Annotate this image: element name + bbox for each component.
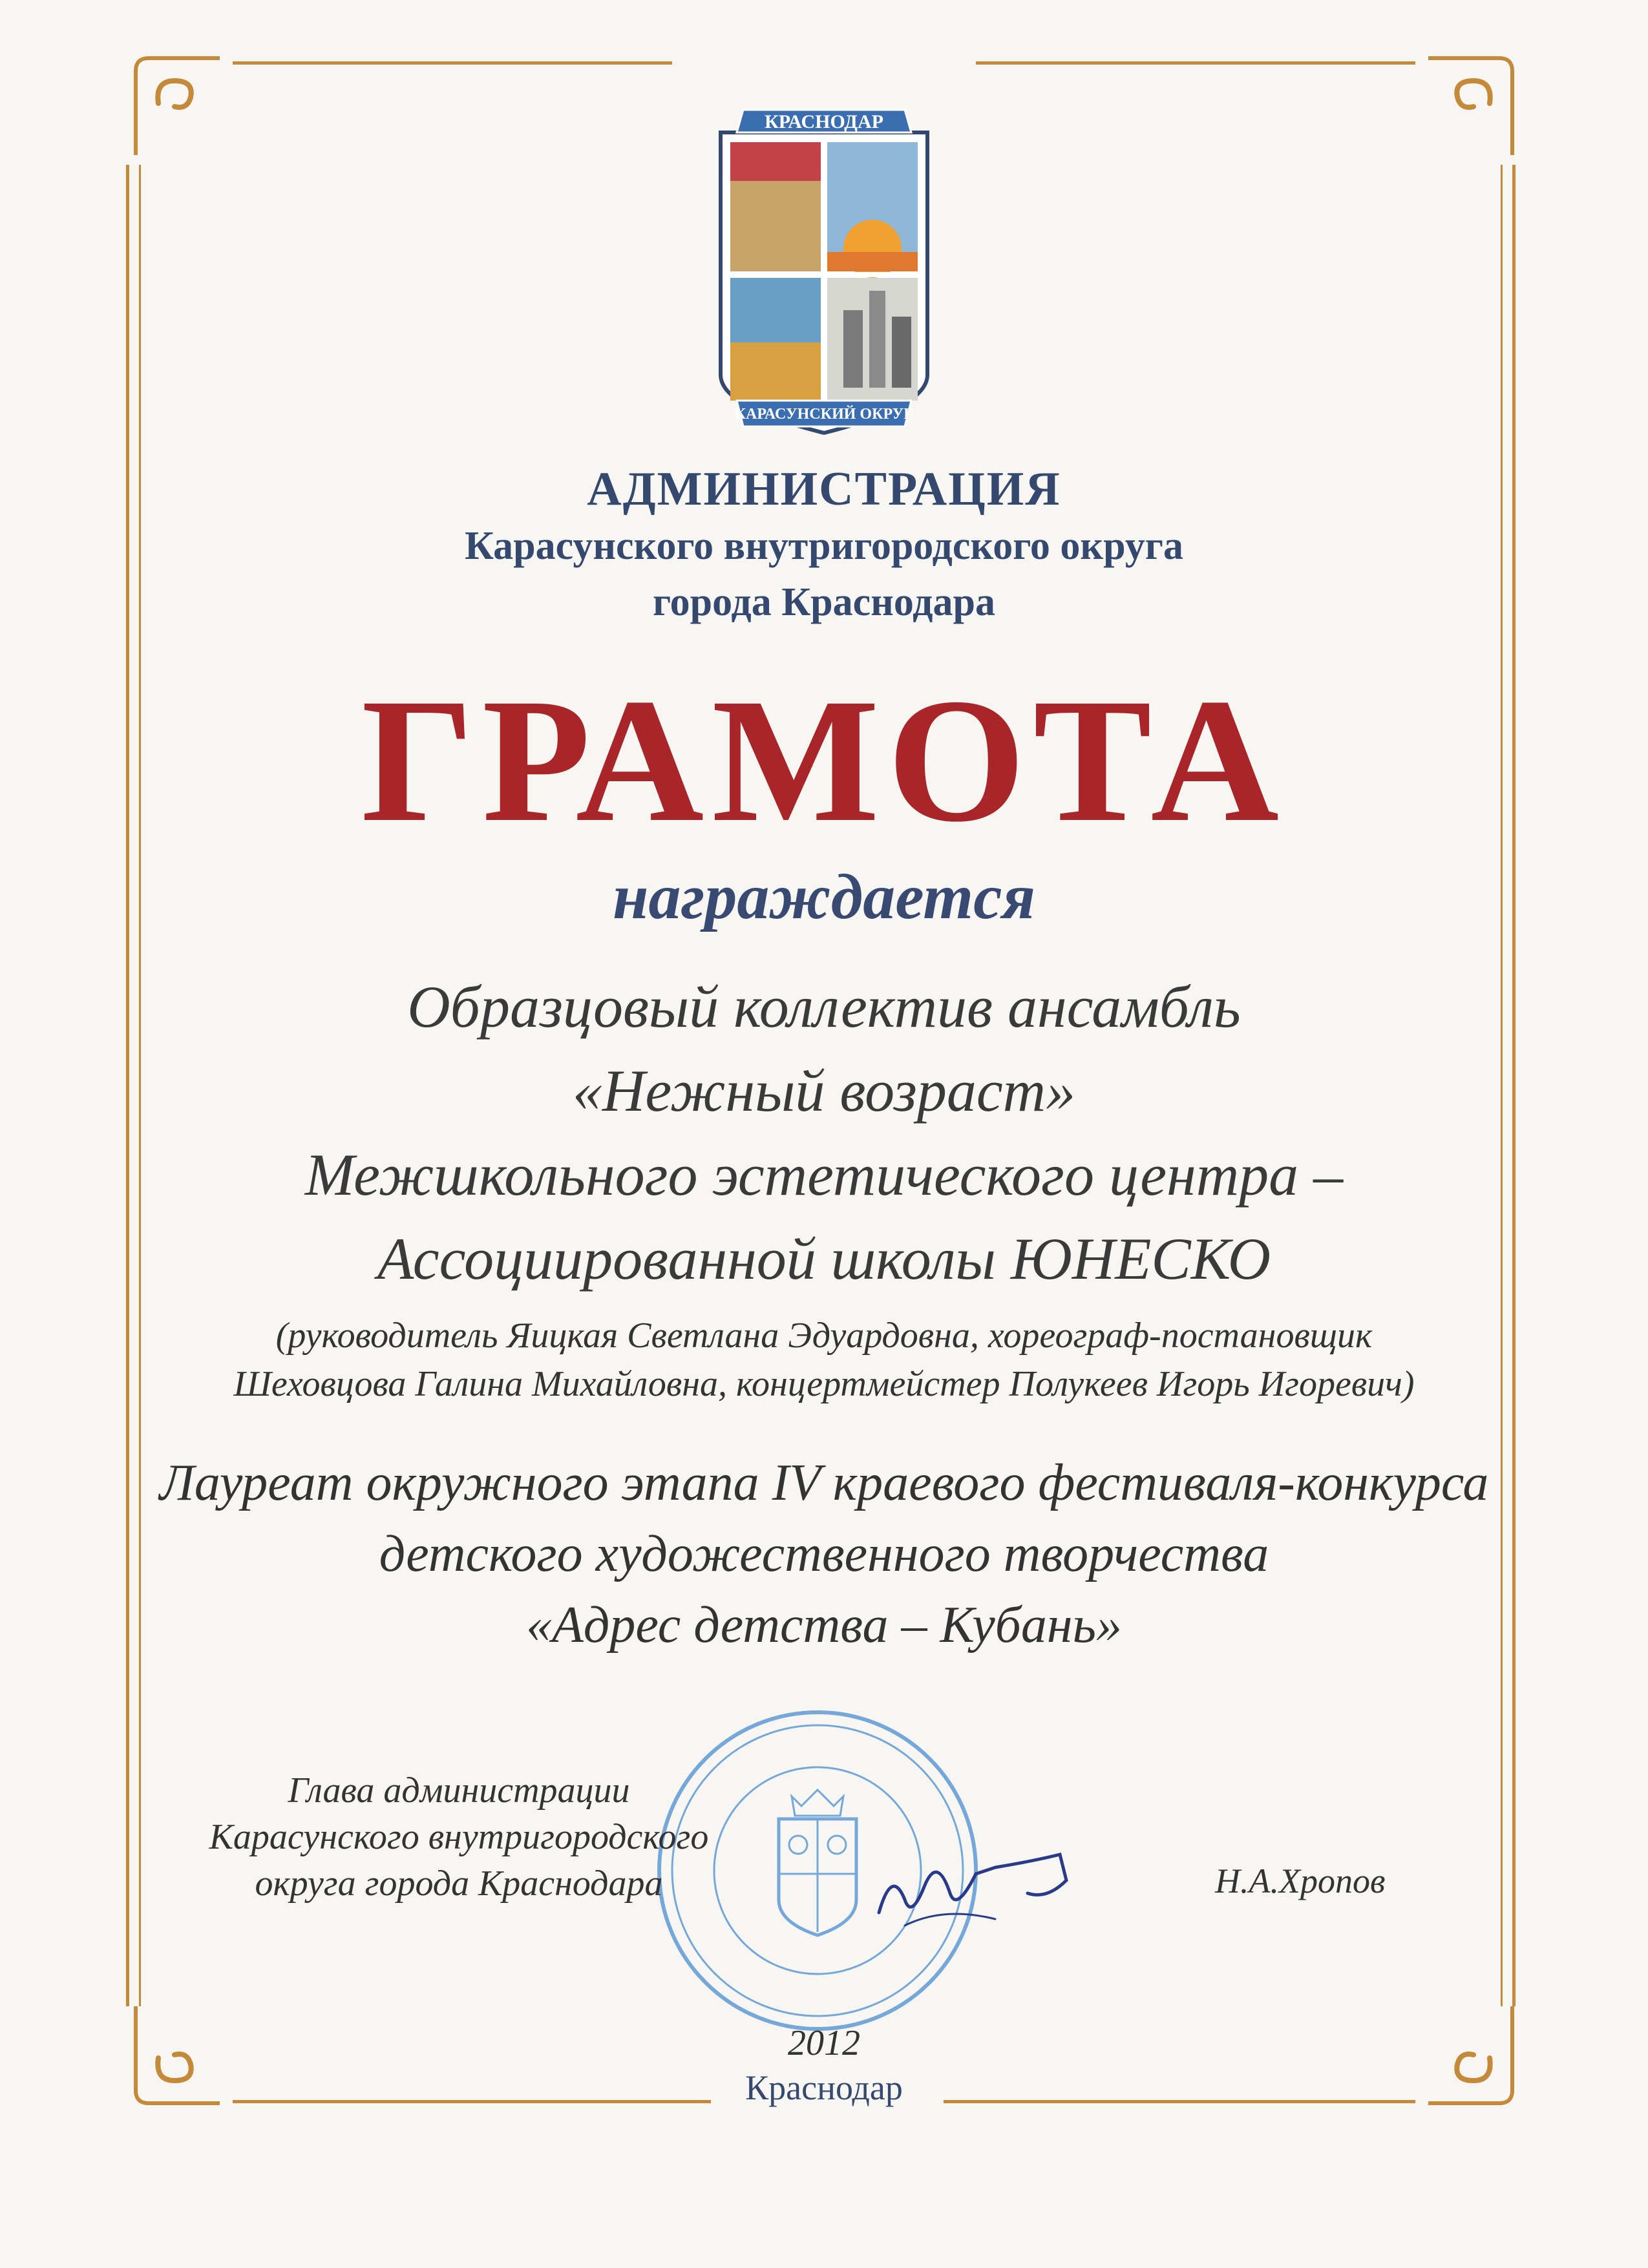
recipient-line-4: Ассоциированной школы ЮНЕСКО	[377, 1226, 1271, 1292]
handwritten-signature	[866, 1829, 1086, 1945]
header-district: Карасунского внутригородского округа	[465, 524, 1183, 568]
corner-ornament-top-left	[110, 45, 226, 162]
frame-top-right	[976, 61, 1415, 65]
signatory-title-line-3: округа города Краснодара	[255, 1864, 663, 1904]
frame-top-left	[233, 61, 672, 65]
staff-note-line-2: Шеховцова Галина Михайловна, концертмейстер Полукеев Игорь Игоревич)	[233, 1364, 1415, 1404]
header-city: города Краснодара	[653, 580, 995, 624]
emblem-top-ribbon: КРАСНОДАР	[765, 111, 883, 132]
recipient-line-2: «Нежный возраст»	[572, 1058, 1076, 1124]
signatory-title	[181, 1767, 737, 1907]
prize-line-3: «Адрес детства – Кубань»	[526, 1597, 1122, 1654]
emblem-bottom-ribbon: КАРАСУНСКИЙ ОКРУГ	[734, 406, 914, 423]
signatory-name: Н.А.Хропов	[1215, 1862, 1386, 1900]
recipient-line-1: Образцовый коллектив ансамбль	[407, 974, 1241, 1040]
issue-city: Краснодар	[745, 2068, 903, 2107]
corner-ornament-top-right	[1422, 45, 1538, 162]
signatory-title-line-1: Глава администрации	[288, 1770, 630, 1811]
header-administration: АДМИНИСТРАЦИЯ	[587, 463, 1061, 516]
prize-line-2: детского художественного творчества	[379, 1526, 1269, 1582]
staff-note-line-1: (руководитель Яицкая Светлана Эдуардовна, хореограф-постановщик	[275, 1316, 1373, 1356]
issue-year: 2012	[788, 2023, 860, 2063]
awarded-label: награждается	[612, 861, 1035, 932]
certificate-title: ГРАМОТА	[361, 662, 1287, 859]
signatory-title-line-2: Карасунского внутригородского	[209, 1817, 709, 1857]
krasnodar-coat-of-arms-emblem	[708, 97, 940, 449]
recipient-line-3: Межшкольного эстетического центра –	[304, 1142, 1344, 1208]
prize-line-1: Лауреат окружного этапа IV краевого фестиваля-конкурса	[159, 1454, 1489, 1511]
